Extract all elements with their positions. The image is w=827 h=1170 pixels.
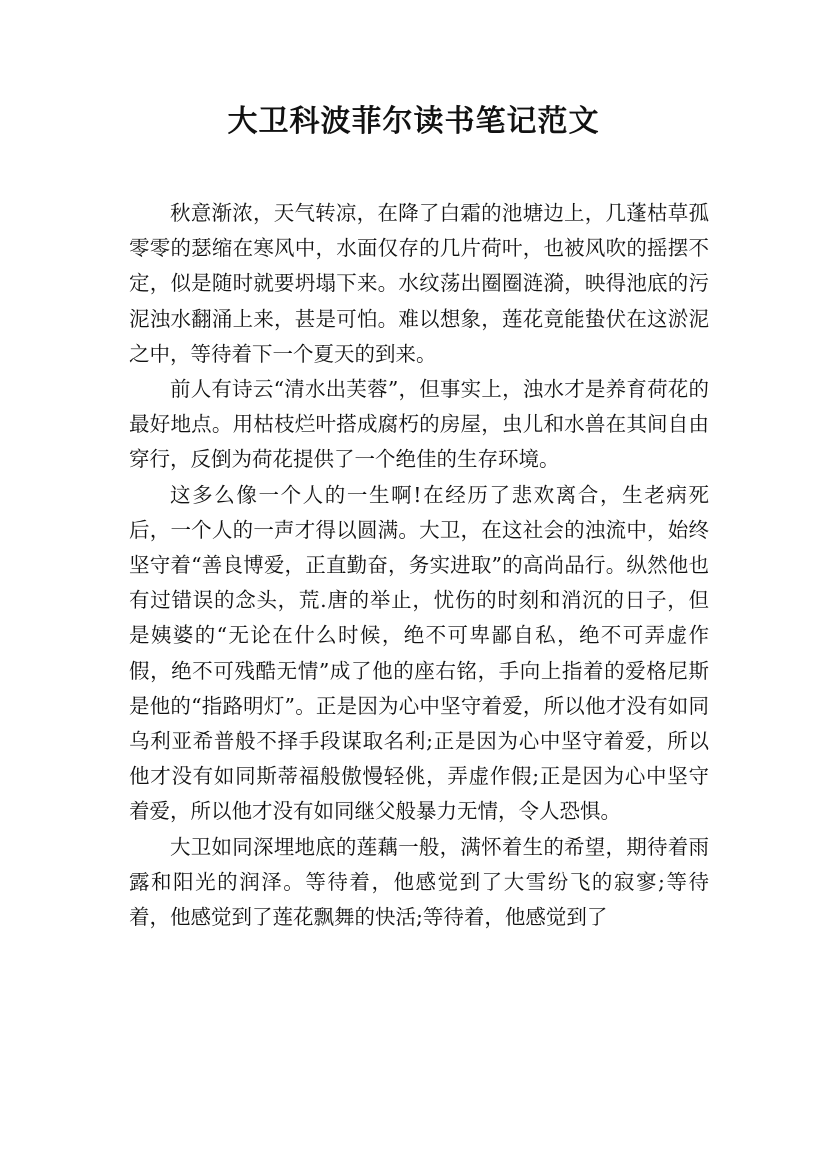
document-title: 大卫科波菲尔读书笔记范文 [227,104,600,139]
paragraph-3: 这多么像一个人的一生啊!在经历了悲欢离合，生老病死后，一个人的一声才得以圆满。大卫，在这社会的浊流中，始终坚守着“善良博爱，正直勤奋，务实进取”的高尚品行。纵然他也有过错误的念头，荒.唐的举止，忧伤的时刻和消沉的日子，但是姨婆的“无论在什么时候，绝不可卑鄙自私，绝不可弄虚作假，绝不可残酷无情”成了他的座右铭，手向上指着的爱格尼斯是他的“指路明灯”。正是因为心中坚守着爱，所以他才没有如同乌利亚希普般不择手段谋取名利;正是因为心中坚守着爱，所以他才没有如同斯蒂福般傲慢轻佻，弄虚作假;正是因为心中坚守着爱，所以他才没有如同继父般暴力无情，令人恐惧。 [129,482,709,824]
document-body [129,196,709,935]
paragraph-4: 大卫如同深埋地底的莲藕一般，满怀着生的希望，期待着雨露和阳光的润泽。等待着，他感觉到了大雪纷飞的寂寥;等待着，他感觉到了莲花飘舞的快活;等待着，他感觉到了 [129,834,709,930]
paragraph-2: 前人有诗云“清水出芙蓉”，但事实上，浊水才是养育荷花的最好地点。用枯枝烂叶搭成腐朽的房屋，虫儿和水兽在其间自由穿行，反倒为荷花提供了一个绝佳的生存环境。 [129,377,709,472]
paragraph-1: 秋意渐浓，天气转凉，在降了白霜的池塘边上，几蓬枯草孤零零的瑟缩在寒风中，水面仅存的几片荷叶，也被风吹的摇摆不定，似是随时就要坍塌下来。水纹荡出圈圈涟漪，映得池底的污泥浊水翻涌上来，甚是可怕。难以想象，莲花竟能蛰伏在这淤泥之中，等待着下一个夏天的到来。 [129,201,709,366]
